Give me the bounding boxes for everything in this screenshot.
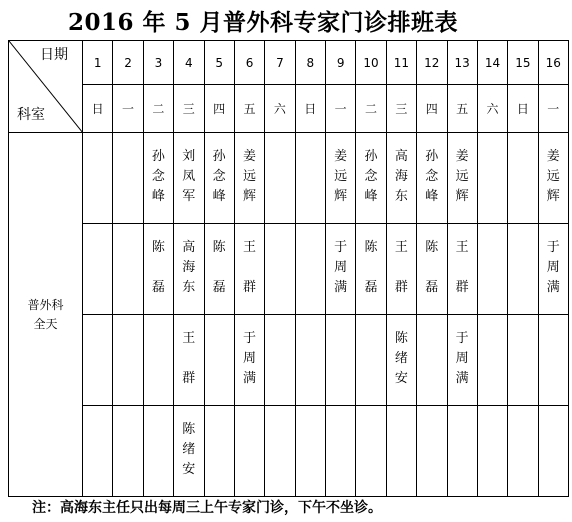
doctor-name: 王 群 bbox=[455, 240, 469, 295]
date-cell: 12 bbox=[417, 41, 447, 85]
doctor-name bbox=[326, 315, 355, 329]
date-cell: 8 bbox=[295, 41, 325, 85]
doctor-name: 姜 远 辉 bbox=[546, 149, 560, 204]
schedule-slot bbox=[326, 315, 356, 406]
doctor-name bbox=[113, 315, 142, 329]
doctor-name: 陈 磊 bbox=[364, 240, 378, 295]
doctor-name: 刘 凤 军 bbox=[182, 149, 196, 204]
date-cell: 10 bbox=[356, 41, 386, 85]
schedule-slot bbox=[295, 315, 325, 406]
department-shift: 全天 bbox=[33, 316, 58, 331]
doctor-name: 高 海 东 bbox=[182, 240, 196, 295]
schedule-slot bbox=[174, 133, 204, 224]
date-cell: 6 bbox=[234, 41, 264, 85]
schedule-slot bbox=[204, 406, 234, 497]
schedule-slot bbox=[386, 224, 416, 315]
schedule-row bbox=[9, 406, 569, 497]
schedule-slot bbox=[265, 315, 295, 406]
doctor-name: 陈 磊 bbox=[212, 240, 226, 295]
doctor-name bbox=[113, 133, 142, 147]
doctor-name: 姜 远 辉 bbox=[334, 149, 348, 204]
doctor-name bbox=[478, 224, 507, 238]
doctor-name bbox=[508, 133, 537, 147]
schedule-slot bbox=[143, 133, 173, 224]
date-cell: 2 bbox=[113, 41, 143, 85]
date-cell: 16 bbox=[538, 41, 568, 85]
dept-header-label: 科室 bbox=[17, 107, 45, 123]
weekday-cell: 日 bbox=[83, 85, 113, 133]
doctor-name: 陈 磊 bbox=[151, 240, 165, 295]
date-cell: 9 bbox=[326, 41, 356, 85]
doctor-name bbox=[83, 224, 112, 238]
doctor-name: 王 群 bbox=[394, 240, 408, 295]
schedule-slot bbox=[83, 224, 113, 315]
schedule-slot bbox=[265, 224, 295, 315]
schedule-slot bbox=[508, 406, 538, 497]
doctor-name bbox=[265, 224, 294, 238]
schedule-slot bbox=[234, 224, 264, 315]
weekday-cell: 四 bbox=[204, 85, 234, 133]
doctor-name bbox=[265, 315, 294, 329]
schedule-slot bbox=[386, 133, 416, 224]
weekday-cell: 一 bbox=[538, 85, 568, 133]
schedule-row bbox=[9, 224, 569, 315]
weekday-cell: 六 bbox=[265, 85, 295, 133]
doctor-name: 孙 念 峰 bbox=[151, 149, 165, 204]
doctor-name bbox=[83, 406, 112, 420]
schedule-slot bbox=[265, 406, 295, 497]
schedule-slot bbox=[386, 406, 416, 497]
schedule-slot bbox=[174, 224, 204, 315]
schedule-slot bbox=[83, 315, 113, 406]
doctor-name bbox=[235, 406, 264, 420]
weekday-cell: 二 bbox=[143, 85, 173, 133]
schedule-slot bbox=[204, 133, 234, 224]
doctor-name bbox=[144, 406, 173, 420]
weekday-cell: 四 bbox=[417, 85, 447, 133]
weekday-cell: 五 bbox=[234, 85, 264, 133]
schedule-slot bbox=[417, 406, 447, 497]
weekday-cell: 五 bbox=[447, 85, 477, 133]
date-header-label: 日期 bbox=[40, 47, 68, 63]
date-cell: 15 bbox=[508, 41, 538, 85]
doctor-name bbox=[296, 315, 325, 329]
weekday-cell: 六 bbox=[477, 85, 507, 133]
schedule-slot bbox=[538, 315, 568, 406]
doctor-name bbox=[326, 406, 355, 420]
schedule-slot bbox=[508, 224, 538, 315]
schedule-slot bbox=[143, 406, 173, 497]
schedule-slot bbox=[234, 315, 264, 406]
schedule-slot bbox=[538, 406, 568, 497]
doctor-name bbox=[113, 224, 142, 238]
doctor-name bbox=[356, 406, 385, 420]
weekday-cell: 三 bbox=[386, 85, 416, 133]
doctor-name: 姜 远 辉 bbox=[243, 149, 257, 204]
doctor-name bbox=[296, 224, 325, 238]
weekday-cell: 日 bbox=[508, 85, 538, 133]
schedule-slot bbox=[295, 406, 325, 497]
doctor-name: 于 周 满 bbox=[243, 331, 257, 386]
page-title: 2016 年 5 月普外科专家门诊排班表 bbox=[67, 9, 459, 36]
doctor-name: 陈 磊 bbox=[425, 240, 439, 295]
doctor-name: 陈 绪 安 bbox=[394, 331, 408, 386]
schedule-slot bbox=[113, 133, 143, 224]
date-cell: 4 bbox=[174, 41, 204, 85]
schedule-slot bbox=[356, 133, 386, 224]
doctor-name bbox=[265, 406, 294, 420]
schedule-table bbox=[8, 40, 569, 497]
date-cell: 7 bbox=[265, 41, 295, 85]
doctor-name bbox=[417, 315, 446, 329]
doctor-name bbox=[387, 406, 416, 420]
schedule-slot bbox=[356, 315, 386, 406]
schedule-slot bbox=[538, 133, 568, 224]
date-cell: 3 bbox=[143, 41, 173, 85]
weekday-cell: 二 bbox=[356, 85, 386, 133]
corner-header bbox=[9, 41, 83, 133]
schedule-slot bbox=[447, 406, 477, 497]
doctor-name bbox=[539, 315, 568, 329]
department-name: 普外科 bbox=[27, 297, 64, 312]
weekday-cell: 一 bbox=[326, 85, 356, 133]
schedule-slot bbox=[326, 406, 356, 497]
doctor-name: 于 周 满 bbox=[546, 240, 560, 295]
schedule-slot bbox=[113, 224, 143, 315]
schedule-slot bbox=[83, 133, 113, 224]
doctor-name: 王 群 bbox=[243, 240, 257, 295]
doctor-name: 高 海 东 bbox=[394, 149, 408, 204]
schedule-slot bbox=[356, 406, 386, 497]
schedule-slot bbox=[295, 224, 325, 315]
weekday-cell: 三 bbox=[174, 85, 204, 133]
doctor-name bbox=[144, 315, 173, 329]
doctor-name bbox=[508, 406, 537, 420]
weekday-cell: 日 bbox=[295, 85, 325, 133]
doctor-name bbox=[448, 406, 477, 420]
doctor-name bbox=[205, 406, 234, 420]
schedule-slot bbox=[204, 224, 234, 315]
schedule-slot bbox=[326, 133, 356, 224]
schedule-slot bbox=[326, 224, 356, 315]
department-cell bbox=[9, 133, 83, 497]
doctor-name bbox=[478, 133, 507, 147]
doctor-name bbox=[356, 315, 385, 329]
schedule-slot bbox=[143, 315, 173, 406]
doctor-name: 孙 念 峰 bbox=[364, 149, 378, 204]
date-cell: 1 bbox=[83, 41, 113, 85]
doctor-name: 孙 念 峰 bbox=[425, 149, 439, 204]
doctor-name bbox=[508, 224, 537, 238]
schedule-slot bbox=[204, 315, 234, 406]
doctor-name bbox=[205, 315, 234, 329]
doctor-name bbox=[478, 315, 507, 329]
schedule-slot bbox=[447, 224, 477, 315]
schedule-slot bbox=[113, 406, 143, 497]
schedule-row bbox=[9, 133, 569, 224]
schedule-slot bbox=[265, 133, 295, 224]
schedule-slot bbox=[477, 133, 507, 224]
schedule-slot bbox=[477, 406, 507, 497]
schedule-slot bbox=[508, 133, 538, 224]
doctor-name: 孙 念 峰 bbox=[212, 149, 226, 204]
doctor-name: 于 周 满 bbox=[334, 240, 348, 295]
schedule-row bbox=[9, 315, 569, 406]
doctor-name bbox=[265, 133, 294, 147]
doctor-name: 王 群 bbox=[182, 331, 196, 386]
footnote: 注：高海东主任只出每周三上午专家门诊，下午不坐诊。 bbox=[32, 500, 382, 516]
schedule-slot bbox=[386, 315, 416, 406]
schedule-slot bbox=[447, 315, 477, 406]
schedule-slot bbox=[234, 133, 264, 224]
schedule-slot bbox=[477, 224, 507, 315]
schedule-slot bbox=[447, 133, 477, 224]
schedule-slot bbox=[143, 224, 173, 315]
doctor-name bbox=[508, 315, 537, 329]
doctor-name: 陈 绪 安 bbox=[182, 422, 196, 477]
doctor-name bbox=[296, 133, 325, 147]
date-cell: 5 bbox=[204, 41, 234, 85]
schedule-slot bbox=[538, 224, 568, 315]
doctor-name bbox=[478, 406, 507, 420]
doctor-name bbox=[113, 406, 142, 420]
date-cell: 14 bbox=[477, 41, 507, 85]
doctor-name: 于 周 满 bbox=[455, 331, 469, 386]
schedule-slot bbox=[234, 406, 264, 497]
schedule-slot bbox=[174, 315, 204, 406]
schedule-slot bbox=[295, 133, 325, 224]
schedule-slot bbox=[83, 406, 113, 497]
schedule-slot bbox=[417, 315, 447, 406]
doctor-name bbox=[417, 406, 446, 420]
schedule-slot bbox=[417, 224, 447, 315]
date-cell: 13 bbox=[447, 41, 477, 85]
schedule-slot bbox=[113, 315, 143, 406]
doctor-name: 姜 远 辉 bbox=[455, 149, 469, 204]
doctor-name bbox=[83, 133, 112, 147]
schedule-slot bbox=[417, 133, 447, 224]
schedule-slot bbox=[477, 315, 507, 406]
weekday-cell: 一 bbox=[113, 85, 143, 133]
schedule-slot bbox=[356, 224, 386, 315]
date-cell: 11 bbox=[386, 41, 416, 85]
doctor-name bbox=[83, 315, 112, 329]
doctor-name bbox=[296, 406, 325, 420]
schedule-slot bbox=[508, 315, 538, 406]
doctor-name bbox=[539, 406, 568, 420]
schedule-slot bbox=[174, 406, 204, 497]
